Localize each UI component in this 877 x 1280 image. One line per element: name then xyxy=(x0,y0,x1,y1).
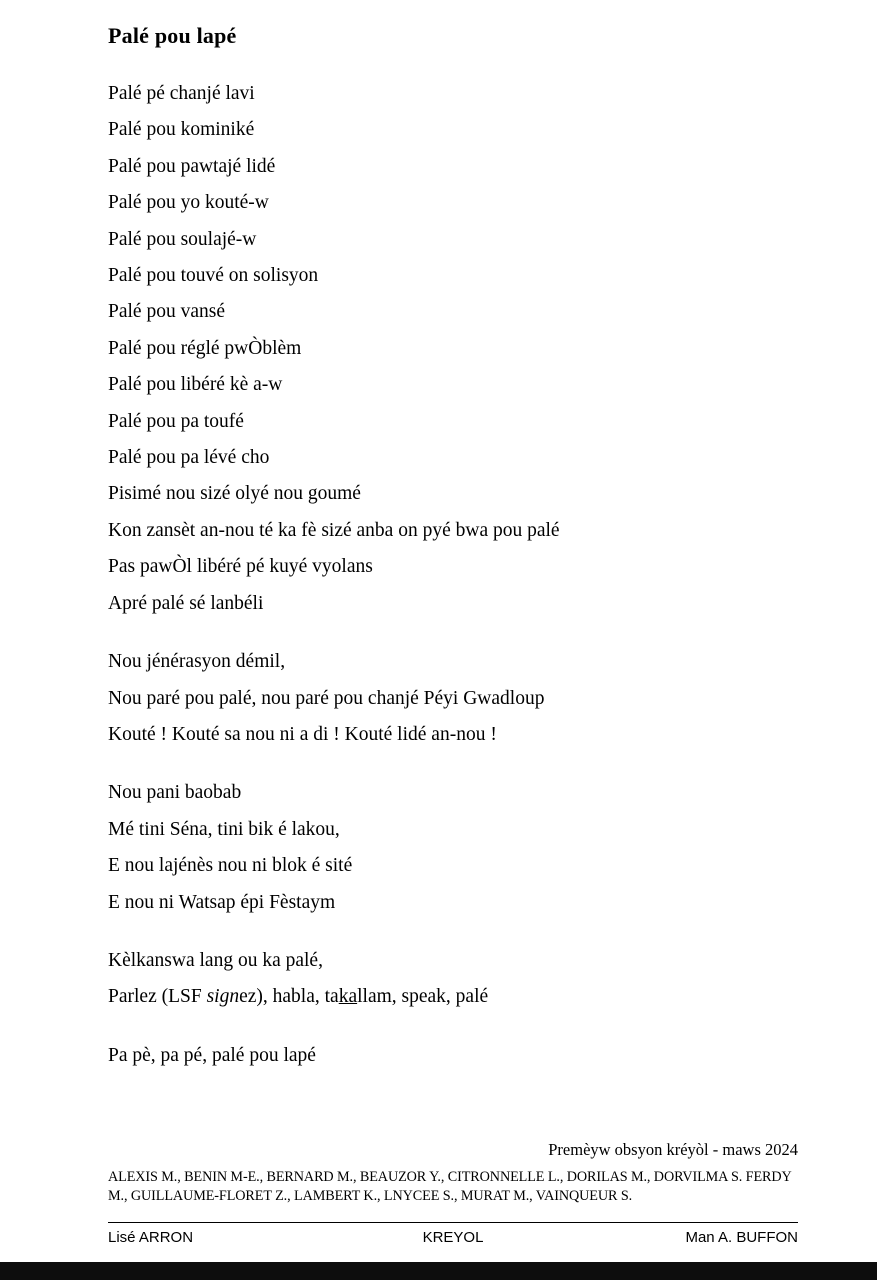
line-text-underline: ka xyxy=(338,986,358,1008)
poem-line: Pisimé nou sizé olyé nou goumé xyxy=(108,483,361,505)
line-text-after-italic: ez), habla, ta xyxy=(239,986,339,1008)
stanza-3 xyxy=(108,775,798,921)
poem-line: Apré palé sé lanbéli xyxy=(108,592,264,614)
poem-line: Kon zansèt an-nou té ka fè sizé anba on pyé bwa pou palé xyxy=(108,519,560,541)
stanza-1 xyxy=(108,76,798,622)
poem-line: Palé pou vansé xyxy=(108,301,225,323)
footer-left-school: Lisé ARRON xyxy=(108,1229,194,1246)
bottom-system-bar xyxy=(0,1262,877,1280)
poem-line: Mé tini Séna, tini bik é lakou, xyxy=(108,818,340,840)
poem-line: E nou ni Watsap épi Fèstaym xyxy=(108,891,336,913)
edition-note: Premèyw obsyon kréyòl - maws 2024 xyxy=(548,1140,798,1159)
poem-line: Pas pawÒl libéré pé kuyé vyolans xyxy=(108,556,373,578)
footer-center-subject: KREYOL xyxy=(422,1229,484,1246)
poem-line: Palé pou pa lévé cho xyxy=(108,447,270,469)
poem-line: Kouté ! Kouté sa nou ni a di ! Kouté lidé an-nou ! xyxy=(108,723,497,745)
poem-line: Kèlkanswa lang ou ka palé, xyxy=(108,949,323,971)
poem-line: Palé pou libéré kè a-w xyxy=(108,374,283,396)
poem-line: Palé pou pa toufé xyxy=(108,410,244,432)
poem-line: Palé pou pawtajé lidé xyxy=(108,155,276,177)
poem-line: Palé pé chanjé lavi xyxy=(108,83,255,104)
poem-line: Palé pou touvé on solisyon xyxy=(108,265,319,287)
poem-line: Palé pou soulajé-w xyxy=(108,228,257,250)
poem-line: Nou pani baobab xyxy=(108,782,242,804)
poem-line: E nou lajénès nou ni blok é sité xyxy=(108,855,353,877)
poem-line-multilingual xyxy=(108,979,798,1015)
authors-list: ALEXIS M., BENIN M-E., BERNARD M., BEAUZOR Y., CITRONNELLE L., DORILAS M., DORVILMA S. FERDY M., GUILLAUME-FLORET Z., LAMBERT K., LNYCEE S., MURAT M., VAINQUEUR S. xyxy=(108,1169,792,1204)
page-title: Palé pou lapé xyxy=(108,23,237,48)
footer-right-teacher: Man A. BUFFON xyxy=(685,1229,798,1246)
poem-line: Palé pou réglé pwÒblèm xyxy=(108,337,302,359)
poem-line: Nou jénérasyon démil, xyxy=(108,651,286,673)
line-text-italic: sign xyxy=(206,986,240,1008)
line-text-before: Parlez (LSF xyxy=(108,986,207,1008)
footer-divider xyxy=(108,1222,798,1223)
page-footer xyxy=(108,1228,798,1248)
poem-line: Palé pou yo kouté-w xyxy=(108,192,269,214)
poem-line: Palé pou kominiké xyxy=(108,119,255,141)
stanza-5 xyxy=(108,1038,798,1074)
poem-body xyxy=(108,22,798,1096)
poem-line: Nou paré pou palé, nou paré pou chanjé Péyi Gwadloup xyxy=(108,687,545,709)
stanza-4 xyxy=(108,943,798,1016)
line-text-after: llam, speak, palé xyxy=(357,986,489,1008)
poem-line: Pa pè, pa pé, palé pou lapé xyxy=(108,1044,316,1066)
stanza-2 xyxy=(108,644,798,753)
